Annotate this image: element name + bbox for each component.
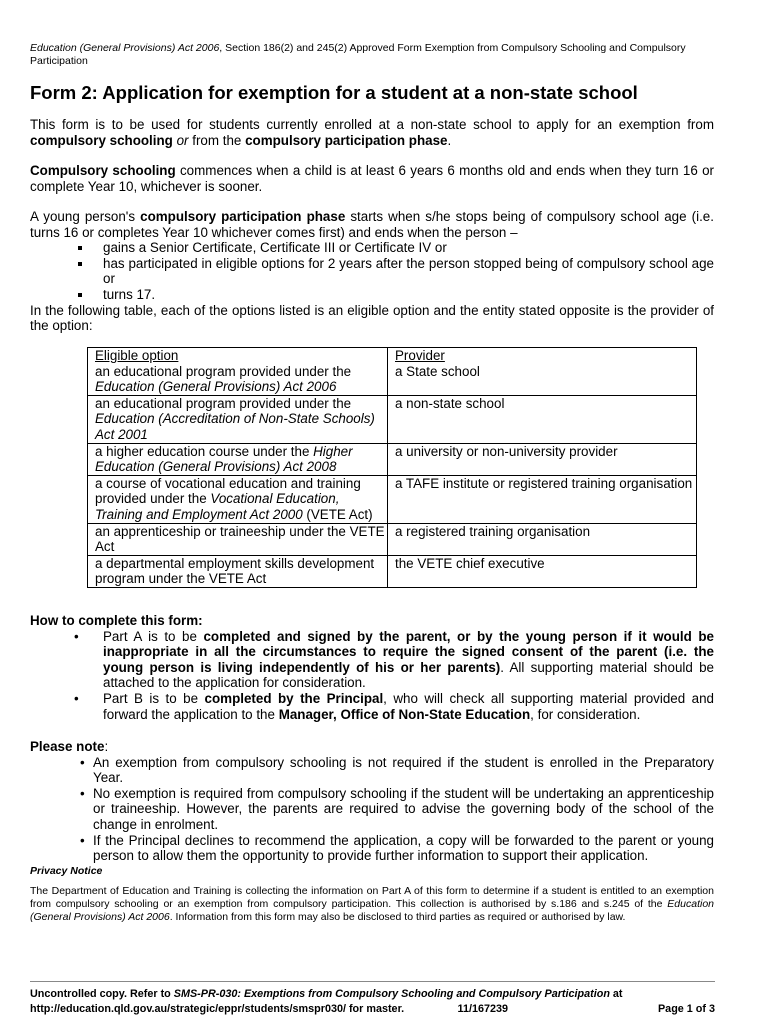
- text-segment: This form is to be used for students currently enrolled at a non-state school to apply for an exemption from: [30, 117, 714, 132]
- text-segment: . Information from this form may also be disclosed to third parties as required or authorised by law.: [169, 911, 626, 923]
- bold-text: Compulsory schooling: [30, 163, 176, 178]
- how-bullet-list: [30, 629, 714, 723]
- italic-text: Higher Education (General Provisions) Act 2008: [95, 443, 353, 475]
- italic-text: Education (General Provisions) Act 2006: [30, 898, 714, 923]
- bold-text: Manager, Office of Non-State Education: [278, 706, 531, 722]
- table-row: [88, 475, 697, 523]
- column-header: Eligible option: [95, 348, 179, 363]
- text-segment: , for consideration.: [530, 706, 641, 722]
- italic-text: or: [176, 132, 189, 148]
- please-note-section: [30, 739, 714, 864]
- list-item: gains a Senior Certificate, Certificate III or Certificate IV or: [103, 240, 714, 256]
- bold-text: completed by the Principal: [204, 690, 384, 706]
- text-segment: from the: [188, 132, 246, 148]
- italic-text: SMS-PR-030: Exemptions from Compulsory Schooling and Compulsory Participation: [173, 988, 610, 1000]
- text-segment: an educational program provided under the: [95, 363, 352, 379]
- list-item: [103, 691, 714, 722]
- list-item: • No exemption is required from compulsory schooling if the student will be undertaking an apprenticeship or traineeship. However, the parents are required to advise the governing body of the school of the change in enrolment.: [93, 786, 714, 833]
- option-cell: [88, 523, 388, 555]
- provider-cell: the VETE chief executive: [388, 555, 697, 587]
- privacy-heading: Privacy Notice: [30, 865, 103, 877]
- how-to-heading: How to complete this form:: [30, 613, 203, 628]
- colon: :: [104, 739, 109, 754]
- provider-cell: a State school: [388, 364, 697, 396]
- privacy-text: [30, 885, 714, 924]
- text-segment: .: [447, 132, 452, 148]
- footer: [30, 987, 715, 1017]
- phase-bullet-list: [30, 240, 714, 302]
- italic-text: Education (Accreditation of Non-State Schools) Act 2001: [95, 411, 375, 442]
- please-note-heading: [30, 739, 714, 755]
- text-segment: an apprenticeship or traineeship under the VETE Act: [95, 523, 385, 555]
- bold-text: compulsory participation phase: [140, 209, 346, 224]
- text-segment: a course of vocational education and training provided under the: [95, 475, 361, 507]
- text-segment: starts when s/he stops being of compulsory school age (i.e. turns 16 or completes Year 10 whichever comes first) and ends when the person –: [30, 209, 714, 240]
- table-row: [88, 523, 697, 555]
- provider-cell: a registered training organisation: [388, 523, 697, 555]
- text-segment: an educational program provided under the: [95, 395, 352, 411]
- how-to-complete-section: [30, 613, 714, 722]
- text-segment: Uncontrolled copy. Refer to: [30, 988, 174, 1000]
- table-row: [88, 364, 697, 396]
- table-intro: In the following table, each of the options listed is an eligible option and the entity stated opposite is the provider of the option:: [30, 302, 714, 334]
- provider-cell: a TAFE institute or registered training organisation: [388, 475, 697, 523]
- text-segment: Part A is to be: [103, 628, 204, 644]
- table-row: [88, 395, 697, 443]
- page-number: Page 1 of 3: [657, 1003, 715, 1015]
- list-item: • An exemption from compulsory schooling is not required if the student is enrolled in the Preparatory Year.: [93, 755, 714, 786]
- bold-text: compulsory participation phase: [245, 132, 448, 148]
- text-segment: A young person's: [30, 209, 141, 224]
- footer-line-1: [30, 987, 715, 1002]
- page-title: Form 2: Application for exemption for a student at a non-state school: [30, 82, 638, 103]
- column-header: Provider: [395, 348, 445, 363]
- italic-text: Education (General Provisions) Act 2006: [95, 379, 337, 395]
- option-cell: [88, 443, 388, 475]
- footer-url: http://education.qld.gov.au/strategic/eppr/students/smspr030/ for master.: [30, 1003, 405, 1015]
- text-segment: , who will check all supporting material provided and forward the application to the: [103, 690, 714, 722]
- text-segment: a departmental employment skills development program under the VETE Act: [95, 555, 375, 587]
- text-segment: . All supporting material should be attached to the application for consideration.: [103, 659, 714, 691]
- document-number: 11/167239: [457, 1003, 508, 1015]
- text-segment: commences when a child is at least 6 years 6 months old and ends when they turn 16 or complete Year 10, whichever is sooner.: [30, 163, 714, 194]
- text-segment: a higher education course under the: [95, 443, 314, 459]
- table-row: [88, 555, 697, 587]
- please-note-label: Please note: [30, 739, 105, 754]
- eligible-options-table: [87, 347, 697, 588]
- compulsory-schooling-paragraph: [30, 163, 714, 194]
- option-cell: [88, 364, 388, 396]
- note-bullet-list: [30, 755, 714, 864]
- option-cell: [88, 555, 388, 587]
- text-segment: The Department of Education and Training is collecting the information on Part A of this form to determine if a student is entitled to an exemption from compulsory schooling or an exemption from compulsory participation. This collection is authorised by s.186 and s.245 of the: [30, 885, 714, 910]
- privacy-notice: [30, 865, 714, 924]
- list-item: has participated in eligible options for 2 years after the person stopped being of compulsory school age or: [103, 255, 714, 287]
- provider-cell: a non-state school: [388, 395, 697, 443]
- option-cell: [88, 475, 388, 523]
- participation-phase-section: [30, 209, 714, 334]
- bold-text: compulsory schooling: [30, 132, 173, 148]
- bold-text: completed and signed by the parent, or by the young person if it would be inappropriate in all the circumstances to require the signed consent of the parent (i.e. the young person is living independently of his or her parents): [103, 628, 714, 675]
- act-name: Education (General Provisions) Act 2006: [30, 42, 220, 54]
- list-item: [103, 629, 714, 691]
- list-item: turns 17.: [103, 287, 714, 303]
- option-cell: [88, 395, 388, 443]
- document-header: [30, 42, 714, 68]
- participation-phase-paragraph: [30, 209, 714, 240]
- header-text: , Section 186(2) and 245(2) Approved Form Exemption from Compulsory Schooling and Compulsory Participation: [30, 42, 686, 67]
- italic-text: Vocational Education, Training and Employment Act 2000: [95, 491, 340, 522]
- text-segment: Part B is to be: [103, 690, 205, 706]
- table-row: [88, 443, 697, 475]
- intro-paragraph: [30, 117, 714, 148]
- text-segment: (VETE Act): [302, 506, 373, 522]
- text-segment: at: [609, 988, 623, 1000]
- provider-cell: a university or non-university provider: [388, 443, 697, 475]
- footer-divider: [30, 981, 715, 982]
- table-header-row: [88, 348, 697, 364]
- list-item: • If the Principal declines to recommend the application, a copy will be forwarded to the parent or young person to allow them the opportunity to provide further information to support their application.: [93, 833, 714, 864]
